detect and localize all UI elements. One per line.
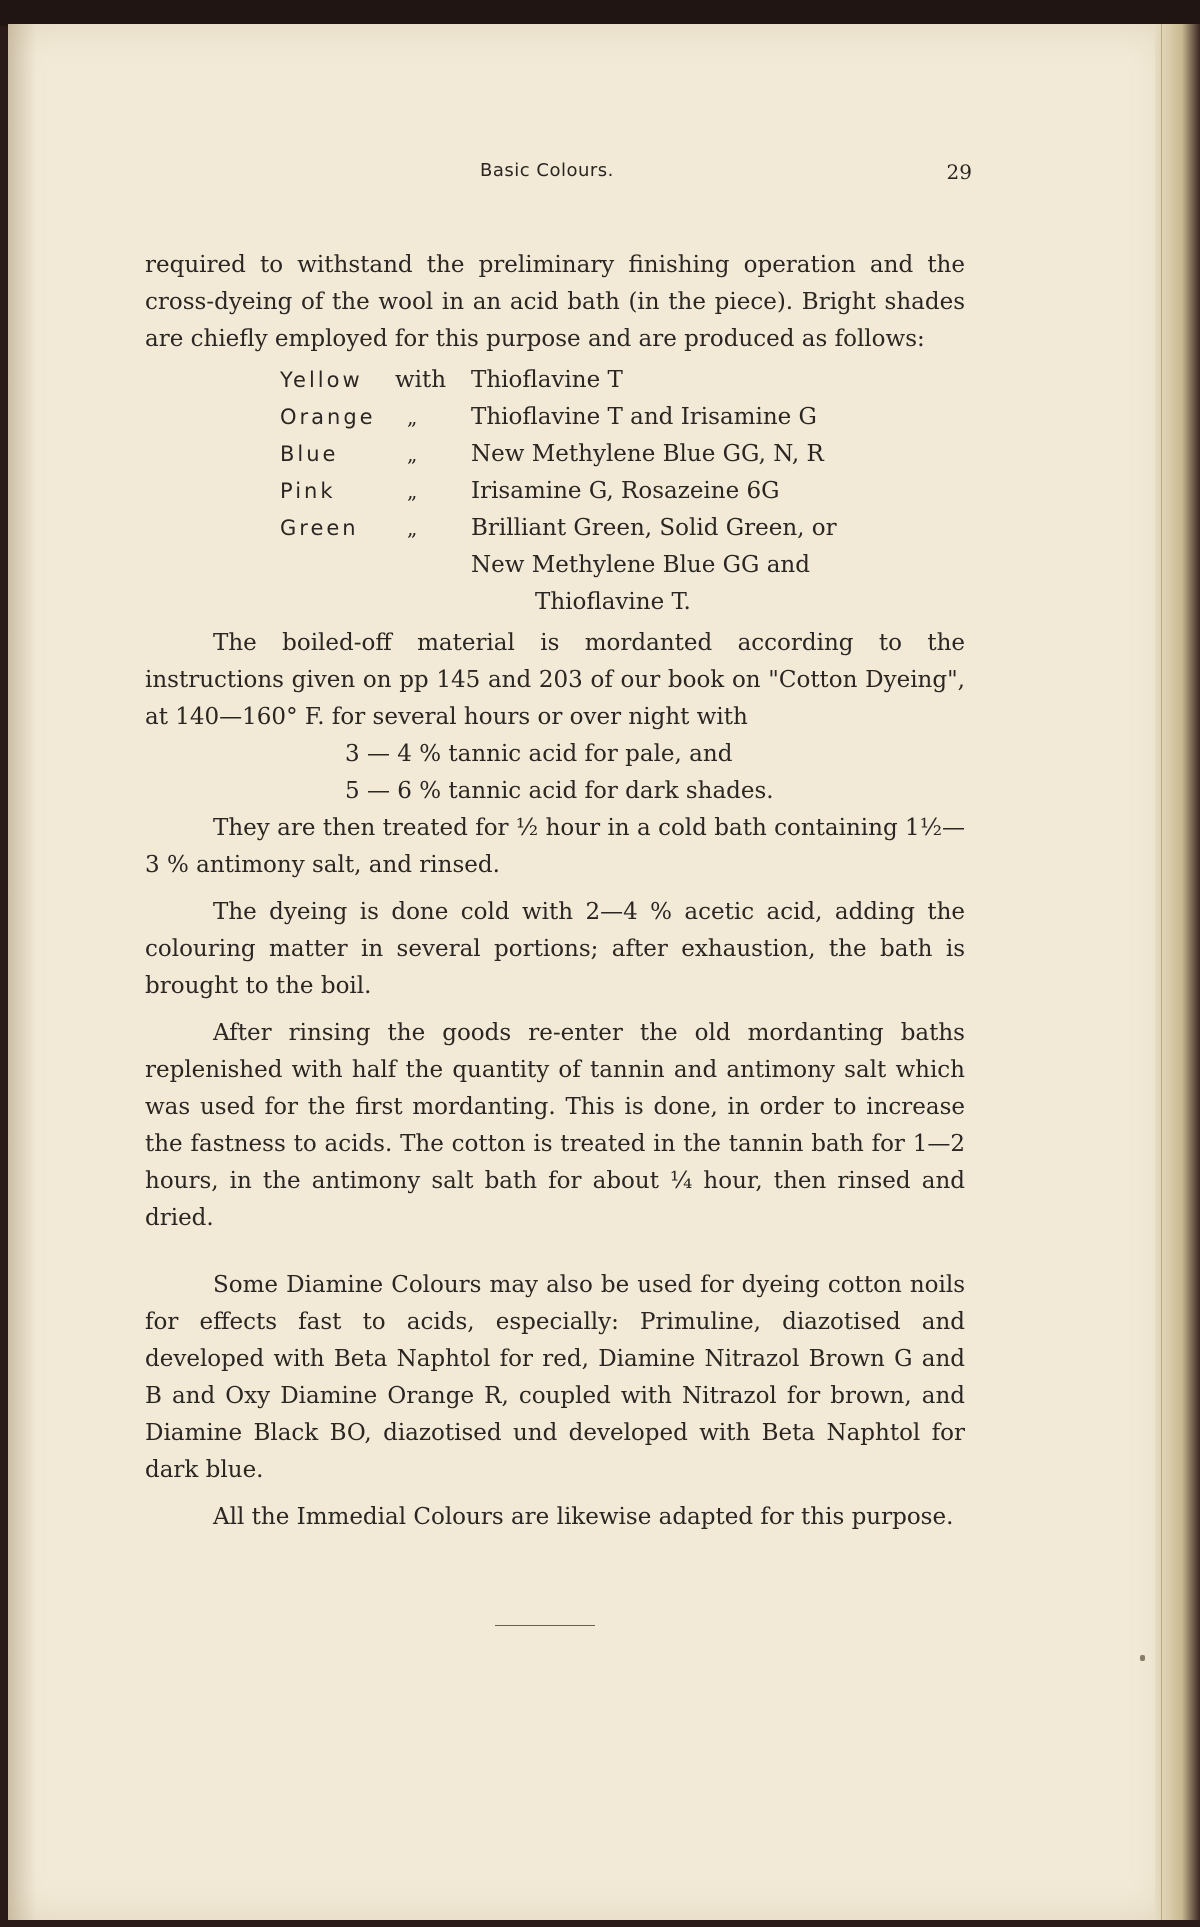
paper-speck (1140, 1655, 1145, 1661)
mordant-list (345, 736, 965, 810)
dye-list: Irisamine G, Rosazeine 6G (471, 478, 780, 504)
running-head: Basic Colours. (480, 160, 614, 181)
dye-list-continuation: Thioflavine T. (535, 589, 691, 615)
ditto-mark: „ (407, 516, 418, 540)
paragraph-6: Some Diamine Colours may also be used for dyeing cotton noils for effects fast to acids, especially: Primuline, diazotised and developed with Beta Naphtol for red, Diamine Nitrazol Brown G and B and Oxy Diamine Orange R, coupled with Nitrazol for brown, and Diamine Black BO, diazotised und developed with Beta Naphtol for dark blue. (145, 1272, 965, 1483)
dye-list-continuation: New Methylene Blue GG and (471, 552, 810, 578)
page-header (140, 160, 970, 190)
end-rule (495, 1625, 595, 1626)
scan-border-top (0, 0, 1200, 26)
paragraph-4: The dyeing is done cold with 2—4 % acetic acid, adding the colouring matter in several portions; after exhaustion, the bath is brought to the boil. (145, 899, 965, 999)
list-item: 5 — 6 % tannic acid for dark shades. (345, 778, 774, 804)
dye-list: New Methylene Blue GG, N, R (471, 441, 824, 467)
connector: with (395, 367, 447, 393)
page-number: 29 (946, 160, 972, 184)
ditto-mark: „ (407, 442, 418, 466)
ditto-mark: „ (407, 405, 418, 429)
shade-name: Orange (280, 405, 376, 429)
ditto-mark: „ (407, 479, 418, 503)
shade-name: Blue (280, 442, 339, 466)
paragraph-7: All the Immedial Colours are likewise adapted for this purpose. (213, 1504, 954, 1530)
table-row (280, 510, 837, 547)
table-row (280, 473, 837, 510)
shade-name: Pink (280, 479, 336, 503)
table-row (280, 547, 837, 584)
shade-name: Yellow (280, 368, 363, 392)
table-row (280, 584, 837, 621)
paragraph-1: required to withstand the preliminary finishing operation and the cross-dyeing of the wool in an acid bath (in the piece). Bright shades are chiefly employed for this purpose and are produced as follows: (145, 252, 965, 352)
dye-list: Thioflavine T and Irisamine G (471, 404, 817, 430)
paragraph-5: After rinsing the goods re-enter the old mordanting baths replenished with half the quantity of tannin and antimony salt which was used for the first mordanting. This is done, in order to increase the fastness to acids. The cotton is treated in the tannin bath for 1—2 hours, in the antimony salt bath for about ¼ hour, then rinsed and dried. (145, 1020, 965, 1231)
paragraph-3: They are then treated for ½ hour in a cold bath containing 1½—3 % antimony salt, and rinsed. (145, 815, 965, 878)
page-edge (1155, 24, 1200, 1920)
dye-list: Brilliant Green, Solid Green, or (471, 515, 837, 541)
body-text (145, 247, 965, 1536)
gutter-shadow (8, 24, 36, 1920)
dye-list: Thioflavine T (471, 367, 623, 393)
shade-name: Green (280, 516, 359, 540)
table-row (280, 362, 837, 399)
table-row (280, 436, 837, 473)
dye-table (280, 362, 837, 621)
list-item: 3 — 4 % tannic acid for pale, and (345, 741, 733, 767)
table-row (280, 399, 837, 436)
paragraph-2: The boiled-off material is mordanted according to the instructions given on pp 145 and 203 of our book on "Cotton Dyeing", at 140—160° F. for several hours or over night with (145, 630, 965, 730)
